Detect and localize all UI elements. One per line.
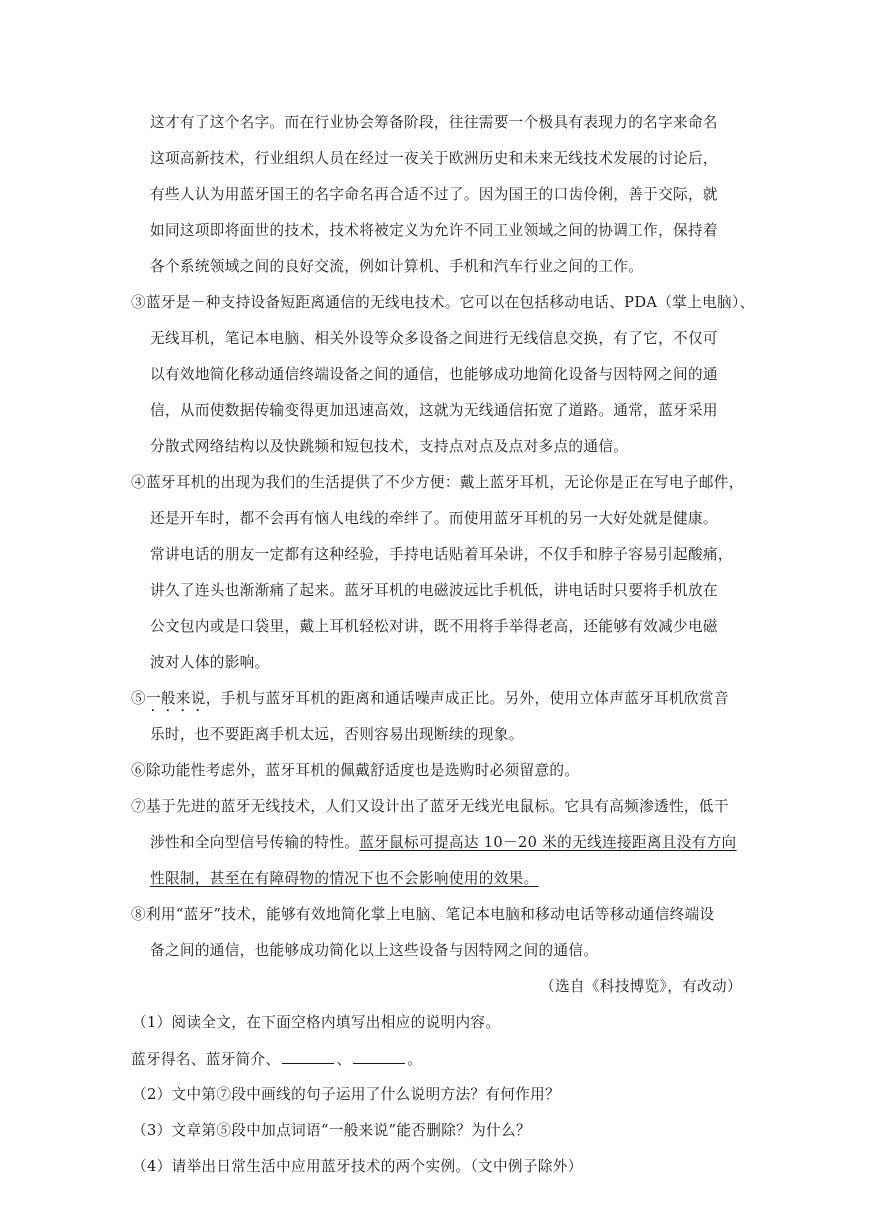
question-1: （1）阅读全文，在下面空格内填写出相应的说明内容。 — [132, 1014, 501, 1031]
paragraph-5-line — [131, 689, 729, 715]
paragraph-number: ⑤ — [131, 690, 146, 707]
text-line: 信，从而使数据传输变得更加迅速高效，这就为无线通信拓宽了道路。通常，蓝牙采用 — [150, 402, 718, 419]
question-2: （2）文中第⑦段中画线的句子运用了什么说明方法？有何作用？ — [132, 1086, 561, 1103]
question-1-answer-line — [131, 1049, 422, 1070]
text-line: 无线耳机，笔记本电脑、相关外设等众多设备之间进行无线信息交换，有了它，不仅可 — [150, 330, 718, 347]
underlined-sentence: 性限制，甚至在有障碍物的情况下也不会影响使用的效果。 — [150, 870, 539, 887]
dotted-phrase: 一般来说 — [145, 690, 206, 707]
text-span: ，手机与蓝牙耳机的距离和通话噪声成正比。另外，使用立体声蓝牙耳机欣赏音 — [205, 690, 729, 707]
text-line: 这才有了这个名字。而在行业协会筹备阶段，往往需要一个极具有表现力的名字来命名 — [150, 114, 718, 131]
text-line — [150, 869, 539, 889]
text-line: 公文包内或是口袋里，戴上耳机轻松对讲，既不用将手举得老高，还能够有效减少电磁 — [150, 618, 718, 635]
text-line: 以有效地简化移动通信终端设备之间的通信，也能够成功地简化设备与因特网之间的通 — [150, 366, 718, 383]
answer-blank[interactable] — [353, 1049, 405, 1064]
text-line: 乐时，也不要距离手机太远，否则容易出现断续的现象。 — [150, 726, 524, 743]
text-line — [150, 833, 737, 853]
question-4: （4）请举出日常生活中应用蓝牙技术的两个实例。（文中例子除外） — [132, 1158, 583, 1175]
text-span: 涉性和全向型信号传输的特性。 — [150, 834, 360, 851]
paragraph-3-line: ③蓝牙是－种支持设备短距离通信的无线电技术。它可以在包括移动电话、PDA（掌上电脑）、 — [131, 294, 755, 311]
text-line: 分散式网络结构以及快跳频和短包技术，支持点对点及点对多点的通信。 — [150, 438, 629, 455]
paragraph-8-line: ⑧利用“蓝牙”技术，能够有效地简化掌上电脑、笔记本电脑和移动电话等移动通信终端设 — [131, 906, 715, 923]
text-line: 备之间的通信，也能够成功简化以上这些设备与因特网之间的通信。 — [150, 942, 599, 959]
question-3: （3）文章第⑤段中加点词语“一般来说”能否删除？为什么？ — [132, 1122, 531, 1139]
text-line: 常讲电话的朋友一定都有这种经验，手持电话贴着耳朵讲，不仅手和脖子容易引起酸痛， — [150, 546, 733, 563]
source-citation: （选自《科技博览》，有改动） — [540, 978, 742, 995]
text-line: 如同这项即将面世的技术，技术将被定义为允许不同工业领域之间的协调工作，保持着 — [150, 222, 718, 239]
paragraph-4-line: ④蓝牙耳机的出现为我们的生活提供了不少方便：戴上蓝牙耳机，无论你是正在写电子邮件， — [131, 474, 744, 491]
text-line: 这项高新技术，行业组织人员在经过一夜关于欧洲历史和未来无线技术发展的讨论后， — [150, 150, 718, 167]
text-span: 。 — [407, 1051, 423, 1068]
text-line: 讲久了连头也渐渐痛了起来。蓝牙耳机的电磁波远比手机低，讲电话时只要将手机放在 — [150, 582, 718, 599]
text-line: 各个系统领域之间的良好交流，例如计算机、手机和汽车行业之间的工作。 — [150, 258, 644, 275]
text-span: 蓝牙得名、蓝牙简介、 — [131, 1051, 281, 1068]
paragraph-7-line: ⑦基于先进的蓝牙无线技术，人们又设计出了蓝牙无线光电鼠标。它具有高频渗透性，低干 — [131, 798, 729, 815]
underlined-sentence: 蓝牙鼠标可提高达 10－20 米的无线连接距离且没有方向 — [359, 834, 737, 851]
text-line: 波对人体的影响。 — [150, 654, 270, 671]
answer-blank[interactable] — [282, 1049, 334, 1064]
paragraph-6-line: ⑥除功能性考虑外，蓝牙耳机的佩戴舒适度也是选购时必须留意的。 — [131, 762, 580, 779]
text-span: 、 — [336, 1051, 352, 1068]
text-line: 有些人认为用蓝牙国王的名字命名再合适不过了。因为国王的口齿伶俐，善于交际，就 — [150, 186, 718, 203]
text-line: 还是开车时，都不会再有恼人电线的牵绊了。而使用蓝牙耳机的另一大好处就是健康。 — [150, 510, 718, 527]
